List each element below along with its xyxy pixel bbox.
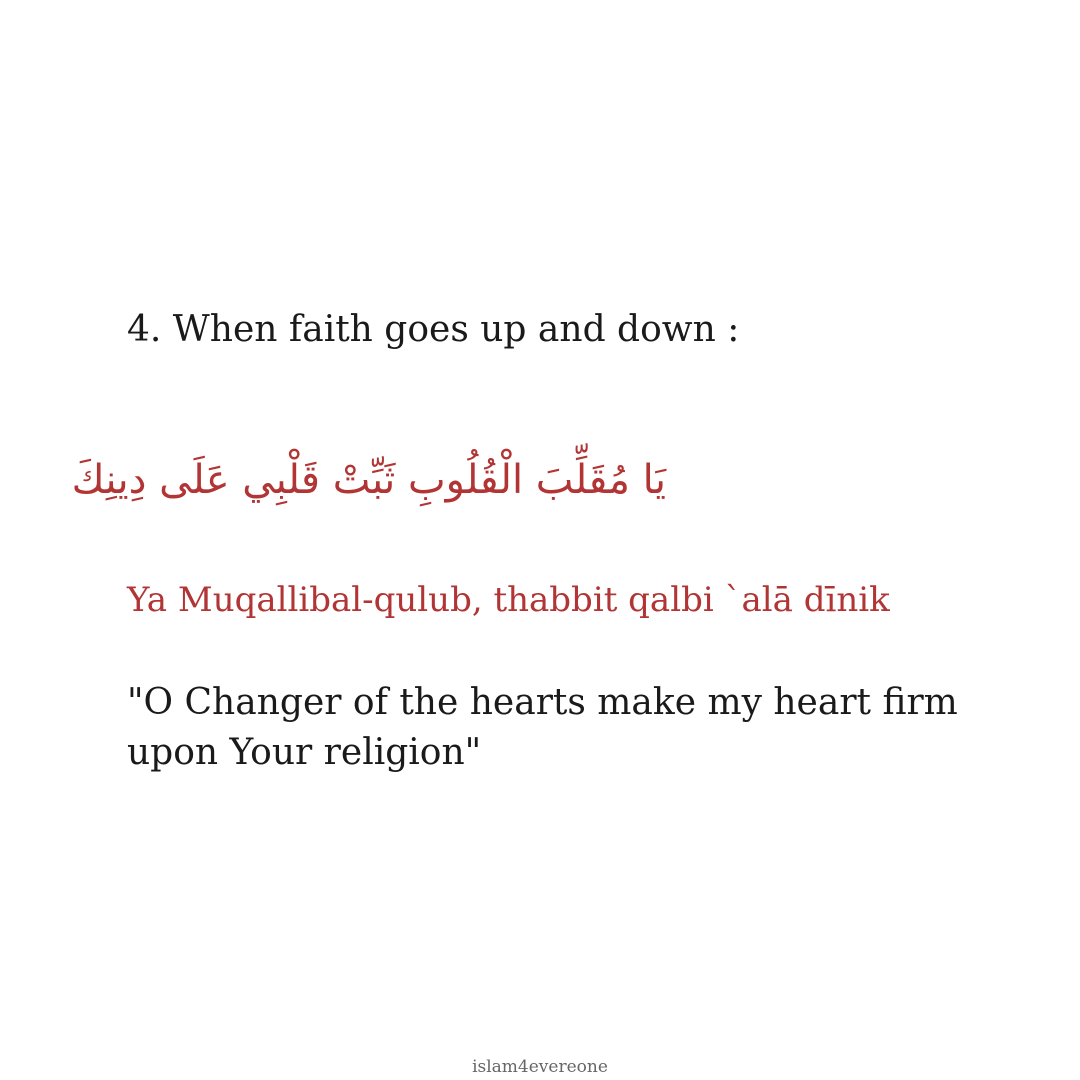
translation: "O Changer of the hearts make my heart firm upon Your religion" (127, 682, 958, 773)
transliteration: Ya Muqallibal-qulub, thabbit qalbi `alā dīnik (127, 580, 890, 620)
post-heading: 4. When faith goes up and down : (127, 309, 740, 350)
arabic-dua: يَا مُقَلِّبَ الْقُلُوبِ ثَبِّتْ قَلْبِي عَلَى دِينِكَ (71, 457, 666, 503)
watermark: islam4evereone (472, 1057, 608, 1077)
